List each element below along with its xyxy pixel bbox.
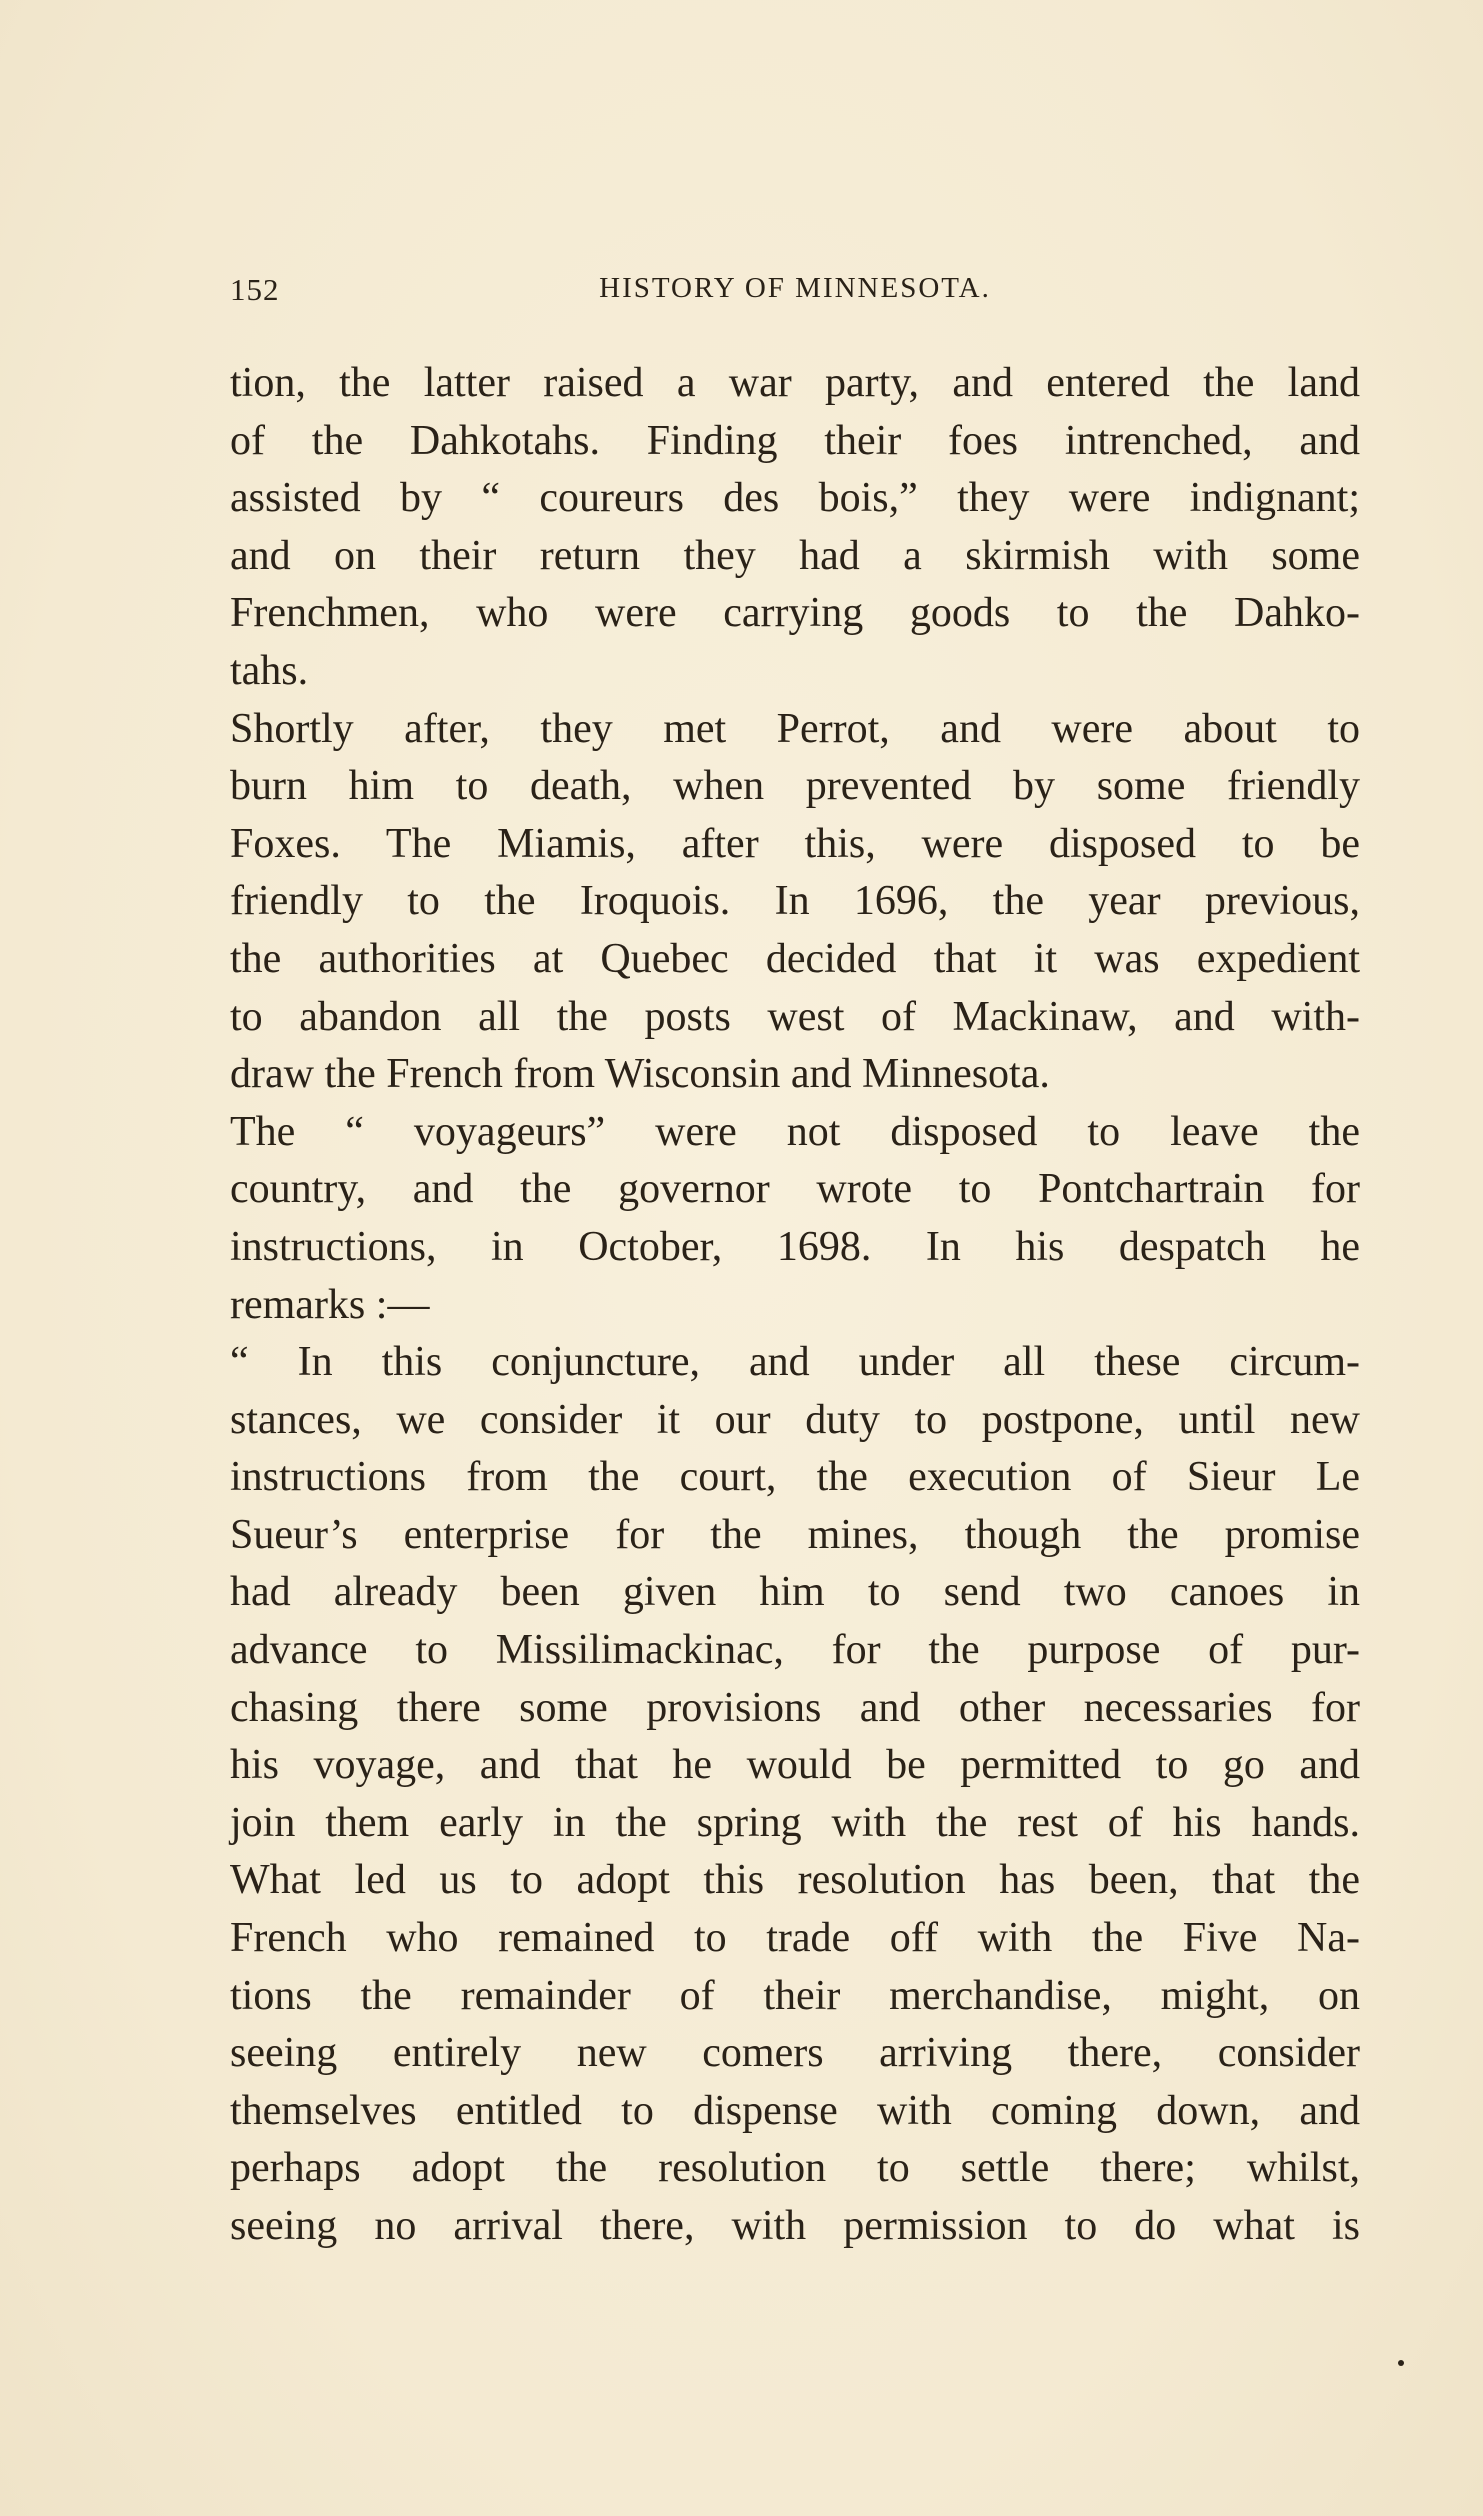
text-line: tahs.: [230, 647, 309, 694]
text-line: had already been given him to send two canoes in: [230, 1569, 1360, 1616]
text-line: and on their return they had a skirmish with some: [230, 532, 1360, 579]
text-line: burn him to death, when prevented by some friendly: [230, 763, 1360, 810]
text-line: chasing there some provisions and other necessaries for: [230, 1684, 1360, 1731]
text-line: of the Dahkotahs. Finding their foes intrenched, and: [230, 417, 1360, 464]
body-text: [230, 355, 1360, 2256]
text-line: draw the French from Wisconsin and Minnesota.: [230, 1051, 1050, 1098]
text-line: remarks :—: [230, 1281, 430, 1328]
text-line: French who remained to trade off with the Five Na-: [230, 1915, 1360, 1962]
text-line: advance to Missilimackinac, for the purpose of pur-: [230, 1627, 1360, 1674]
text-line: perhaps adopt the resolution to settle there; whilst,: [230, 2145, 1360, 2192]
text-line: instructions, in October, 1698. In his despatch he: [230, 1223, 1360, 1270]
text-line: The “ voyageurs” were not disposed to leave the: [230, 1108, 1360, 1155]
text-line: Shortly after, they met Perrot, and were about to: [230, 705, 1360, 752]
text-line: tions the remainder of their merchandise, might, on: [230, 1972, 1360, 2019]
text-line: seeing entirely new comers arriving there, consider: [230, 2030, 1360, 2077]
text-line: What led us to adopt this resolution has been, that the: [230, 1857, 1360, 1904]
text-line: country, and the governor wrote to Pontchartrain for: [230, 1166, 1360, 1213]
text-line: stances, we consider it our duty to postpone, until new: [230, 1396, 1360, 1443]
text-line: to abandon all the posts west of Mackinaw, and with-: [230, 993, 1360, 1040]
text-line: assisted by “ coureurs des bois,” they were indignant;: [230, 475, 1360, 522]
text-line: “ In this conjuncture, and under all these circum-: [230, 1339, 1360, 1386]
text-line: themselves entitled to dispense with coming down, and: [230, 2087, 1360, 2134]
text-line: Foxes. The Miamis, after this, were disposed to be: [230, 820, 1360, 867]
text-line: the authorities at Quebec decided that it was expedient: [230, 935, 1360, 982]
text-line: Frenchmen, who were carrying goods to the Dahko-: [230, 590, 1360, 637]
ink-speck: [1398, 2360, 1404, 2366]
page-number: 152: [230, 272, 280, 307]
text-line: seeing no arrival there, with permission to do what is: [230, 2203, 1360, 2249]
text-line: join them early in the spring with the rest of his hands.: [230, 1799, 1360, 1846]
text-line: his voyage, and that he would be permitted to go and: [230, 1742, 1360, 1789]
page-header: [230, 272, 1360, 312]
text-line: Sueur’s enterprise for the mines, though the promise: [230, 1511, 1360, 1558]
text-line: tion, the latter raised a war party, and entered the land: [230, 360, 1360, 406]
running-head: HISTORY OF MINNESOTA.: [599, 272, 991, 304]
text-line: friendly to the Iroquois. In 1696, the year previous,: [230, 878, 1360, 925]
text-line: instructions from the court, the execution of Sieur Le: [230, 1454, 1360, 1501]
